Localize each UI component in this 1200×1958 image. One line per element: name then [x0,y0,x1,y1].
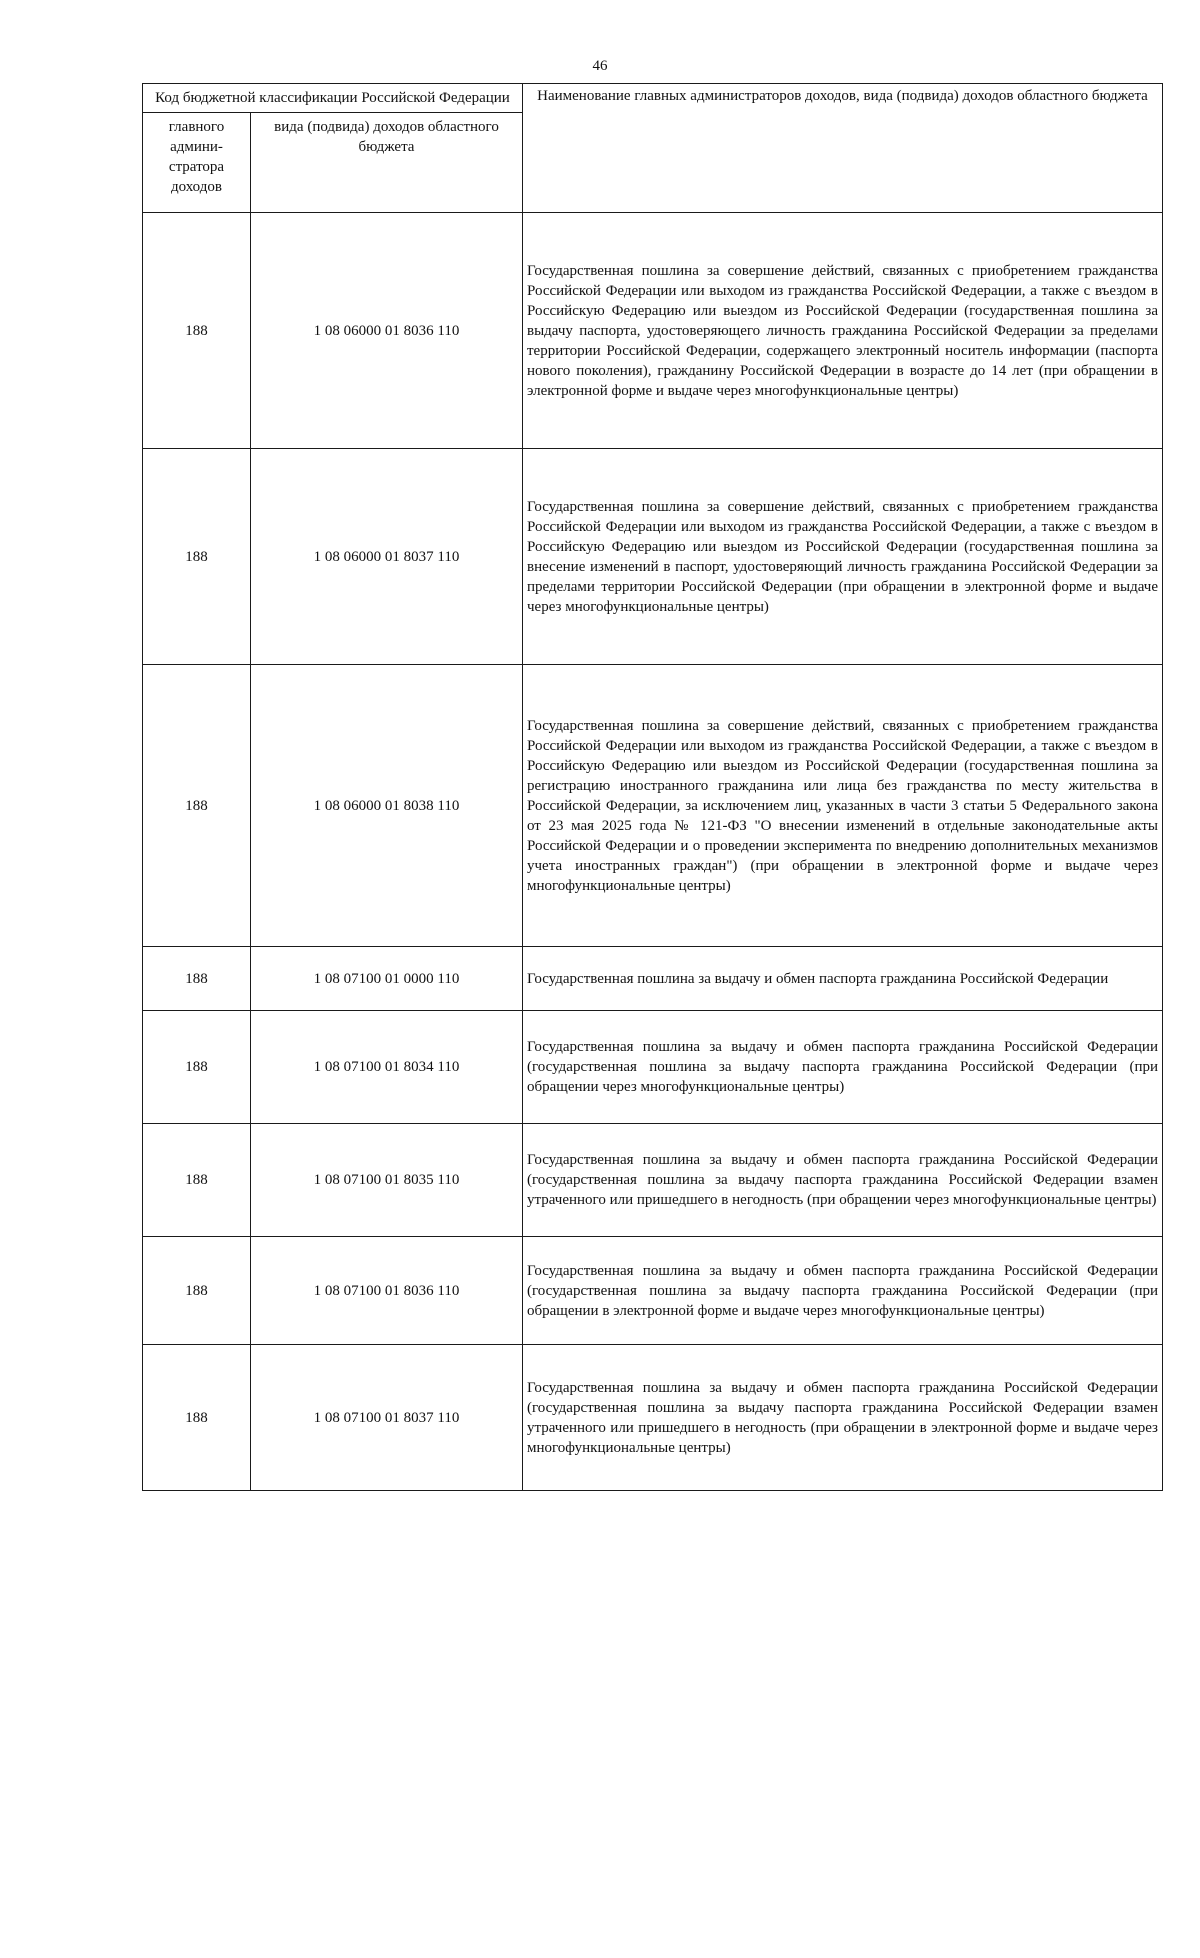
page-number: 46 [592,58,608,74]
admin-code-cell: 188 [143,947,251,1011]
table-row [143,1011,1163,1124]
description-cell: Государственная пошлина за выдачу и обмен паспорта гражданина Российской Федерации (государственная пошлина за выдачу паспорта гражданина Российской Федерации взамен утраченного или пришедшего в негодность (при обращении через многофункциональные центры) [523,1124,1163,1237]
budget-code-cell: 1 08 06000 01 8036 110 [251,213,523,449]
admin-code-cell: 188 [143,1345,251,1491]
budget-code-cell: 1 08 07100 01 8035 110 [251,1124,523,1237]
admin-code-cell: 188 [143,1237,251,1345]
budget-code-cell: 1 08 07100 01 8036 110 [251,1237,523,1345]
description-cell: Государственная пошлина за выдачу и обмен паспорта гражданина Российской Федерации (государственная пошлина за выдачу паспорта гражданина Российской Федерации (при обращении в электронной форме и выдаче через многофункциональные центры) [523,1237,1163,1345]
budget-code-cell: 1 08 06000 01 8037 110 [251,449,523,665]
admin-code-cell: 188 [143,665,251,947]
admin-code-cell: 188 [143,1011,251,1124]
admin-code-cell: 188 [143,1124,251,1237]
header-income-type: вида (подвида) доходов областного бюджета [251,113,523,213]
table-body [143,213,1163,1491]
admin-code-cell: 188 [143,213,251,449]
header-kbk: Код бюджетной классификации Российской Федерации [143,84,523,113]
table-row [143,449,1163,665]
table-row [143,665,1163,947]
table-row [143,1124,1163,1237]
header-row-top [143,84,1163,113]
description-cell: Государственная пошлина за выдачу и обмен паспорта гражданина Российской Федерации (государственная пошлина за выдачу паспорта гражданина Российской Федерации (при обращении через многофункциональные центры) [523,1011,1163,1124]
budget-code-cell: 1 08 07100 01 0000 110 [251,947,523,1011]
description-cell: Государственная пошлина за выдачу и обмен паспорта гражданина Российской Федерации (государственная пошлина за выдачу паспорта гражданина Российской Федерации взамен утраченного или пришедшего в негодность (при обращении в электронной форме и выдаче через многофункциональные центры) [523,1345,1163,1491]
description-cell: Государственная пошлина за выдачу и обмен паспорта гражданина Российской Федерации [523,947,1163,1011]
budget-code-cell: 1 08 07100 01 8034 110 [251,1011,523,1124]
table-row [143,947,1163,1011]
description-cell: Государственная пошлина за совершение действий, связанных с приобретением гражданства Российской Федерации или выходом из гражданства Российской Федерации, а также с въездом в Российскую Федерацию или выездом из Российской Федерации (государственная пошлина за регистрацию иностранного гражданина или лица без гражданства по месту жительства в Российской Федерации, за исключением лиц, указанных в части 3 статьи 5 Федерального закона от 23 мая 2025 года № 121-ФЗ "О внесении изменений в отдельные законодательные акты Российской Федерации и о проведении эксперимента по внедрению дополнительных механизмов учета иностранных граждан") (при обращении в электронной форме и выдаче через многофункциональные центры) [523,665,1163,947]
description-cell: Государственная пошлина за совершение действий, связанных с приобретением гражданства Российской Федерации или выходом из гражданства Российской Федерации, а также с въездом в Российскую Федерацию или выездом из Российской Федерации (государственная пошлина за выдачу паспорта, удостоверяющего личность гражданина Российской Федерации за пределами территории Российской Федерации, содержащего электронный носитель информации (паспорта нового поколения), гражданину Российской Федерации в возрасте до 14 лет (при обращении в электронной форме и выдаче через многофункциональные центры) [523,213,1163,449]
header-name: Наименование главных администраторов доходов, вида (подвида) доходов областного бюджета [523,84,1163,213]
description-cell: Государственная пошлина за совершение действий, связанных с приобретением гражданства Российской Федерации или выходом из гражданства Российской Федерации, а также с въездом в Российскую Федерацию или выездом из Российской Федерации (государственная пошлина за внесение изменений в паспорт, удостоверяющий личность гражданина Российской Федерации за пределами территории Российской Федерации (при обращении в электронной форме и выдаче через многофункциональные центры) [523,449,1163,665]
header-admin: главного админи-стратора доходов [143,113,251,213]
table-row [143,1345,1163,1491]
budget-classification-table [142,83,1163,1491]
table-row [143,1237,1163,1345]
budget-code-cell: 1 08 07100 01 8037 110 [251,1345,523,1491]
budget-code-cell: 1 08 06000 01 8038 110 [251,665,523,947]
table-row [143,213,1163,449]
admin-code-cell: 188 [143,449,251,665]
